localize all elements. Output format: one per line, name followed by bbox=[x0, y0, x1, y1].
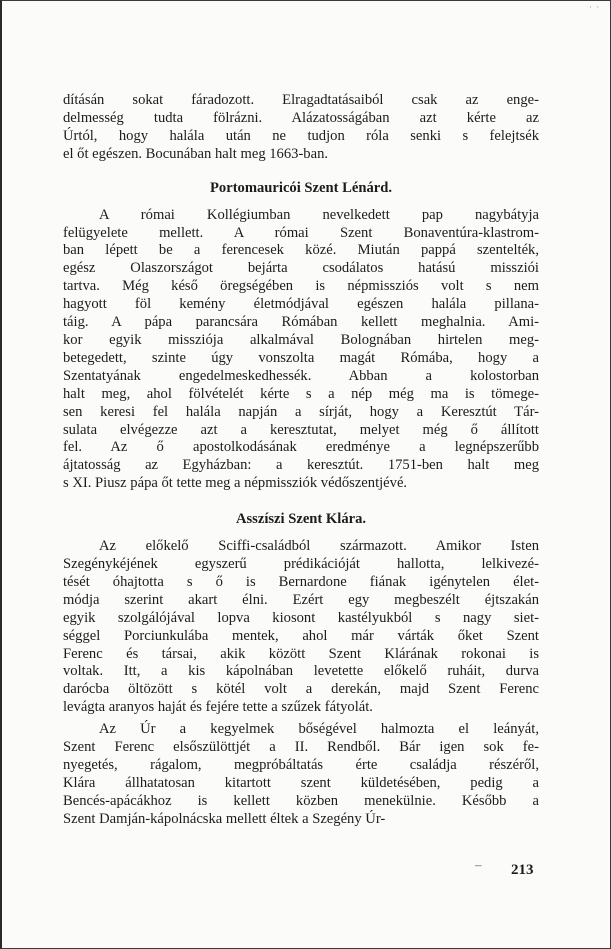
text-line: dításán sokat fáradozott. Elragadtatásaiból csak az enge- bbox=[63, 92, 539, 108]
text-line: Az előkelő Sciffi-családból származott. Amikor Isten bbox=[99, 538, 539, 555]
text-line: ájtatosság az Egyházban: a keresztút. 1751-ben halt meg bbox=[63, 457, 539, 474]
text-line: betegedett, szinte úgy vonszolta magát Rómába, hogy a bbox=[63, 349, 539, 366]
text-line: Az Úr a kegyelmek bőségével halmozta el leányát, bbox=[99, 721, 539, 738]
text-line: el őt egészen. Bocunában halt meg 1663-ban. bbox=[63, 145, 329, 162]
text-line: Ferenc és társai, akik között Szent Klárának rokonai is bbox=[63, 645, 539, 662]
text-line: kor egyik missziója alkalmával Bolognában hirtelen meg- bbox=[63, 331, 539, 348]
text-line: módja szerint akart élni. Ezért egy megbeszélt éjtszakán bbox=[63, 591, 539, 608]
text-line: tartva. Még késő öregségében is népmissziós volt s nem bbox=[63, 278, 539, 295]
text-line: tését óhajtotta s ő is Bernardone fiának igénytelen élet- bbox=[63, 573, 539, 590]
text-line: darócba öltözött s kötél volt a derekán, majd Szent Ferenc bbox=[63, 681, 539, 698]
text-line: voltak. Itt, a kis kápolnában levetette előkelő ruháit, durva bbox=[63, 663, 539, 680]
section-paragraph-leonard bbox=[63, 207, 539, 494]
text-line: A római Kollégiumban nevelkedett pap nagybátyja bbox=[99, 206, 539, 223]
text-line: Bencés-apácákhoz is kellett közben menekülnie. Később a bbox=[63, 792, 539, 809]
text-line: sen keresi fel halála napján a sírját, hogy a Keresztút Tár- bbox=[63, 403, 539, 420]
text-line: Úrtól, hogy halála után ne tudjon róla senki s felejtsék bbox=[63, 127, 539, 144]
text-line: felügyelete mellett. A római Szent Bonaventúra-klastrom- bbox=[63, 224, 539, 241]
text-line: séggel Porciunkulába mentek, ahol már várták őket Szent bbox=[63, 627, 539, 644]
section-paragraph-klara-2 bbox=[63, 721, 539, 828]
text-line: s XI. Piusz pápa őt tette meg a népmissziók védőszentjévé. bbox=[63, 475, 408, 492]
section-paragraph-klara-1 bbox=[63, 538, 539, 717]
corner-mark: · · bbox=[589, 3, 600, 12]
text-line: fel. Az ő apostolkodásának eredménye a legnépszerűbb bbox=[63, 439, 539, 456]
text-line: Szent Damján-kápolnácska mellett éltek a Szegény Úr- bbox=[63, 810, 386, 827]
text-line: nyegetés, rágalom, megpróbáltatás érte családja részéről, bbox=[63, 757, 539, 773]
intro-paragraph bbox=[63, 92, 539, 164]
section-heading-klara: Asszíszi Szent Klára. bbox=[235, 511, 367, 528]
text-line: táig. A pápa parancsára Rómában kellett meghalnia. Ami- bbox=[63, 314, 539, 331]
text-line: Klára állhatatosan kitartott szent küldetésében, pedig a bbox=[63, 774, 539, 791]
text-line: halt meg, ahol fölvételét kérte s a nép még ma is tömege- bbox=[63, 385, 539, 402]
text-line: Szent Ferenc elsőszülöttjét a II. Rendből. Bár igen sok fe- bbox=[63, 739, 539, 756]
text-line: delmesség tudta fölrázni. Alázatosságában azt kérte az bbox=[63, 109, 539, 126]
text-line: Szegénykéjének egyszerű prédikációját hallotta, lelkivezé- bbox=[63, 556, 539, 573]
text-line: egész Olaszországot bejárta csodálatos hatású missziói bbox=[63, 260, 539, 277]
text-line: Szentatyának engedelmeskedhessék. Abban a kolostorban bbox=[63, 367, 539, 384]
section-heading-leonard: Portomauricói Szent Lénárd. bbox=[210, 179, 392, 196]
text-line: ban lépett be a ferencesek közé. Miután pappá szentelték, bbox=[63, 242, 539, 259]
text-line: levágta aranyos haját és fejére tette a szűzek fátyolát. bbox=[63, 699, 373, 716]
footer-dash: – bbox=[475, 857, 482, 872]
text-line: sulata elvégezze azt a keresztutat, melyet még ő állított bbox=[63, 421, 539, 438]
text-block bbox=[63, 92, 539, 829]
text-line: egyik szolgálójával lopva kiosont kastélyukból s nagy siet- bbox=[63, 609, 539, 626]
page-number: 213 bbox=[511, 862, 534, 878]
text-line: hagyott föl kemény életmódjával egészen halála pillana- bbox=[63, 296, 539, 313]
